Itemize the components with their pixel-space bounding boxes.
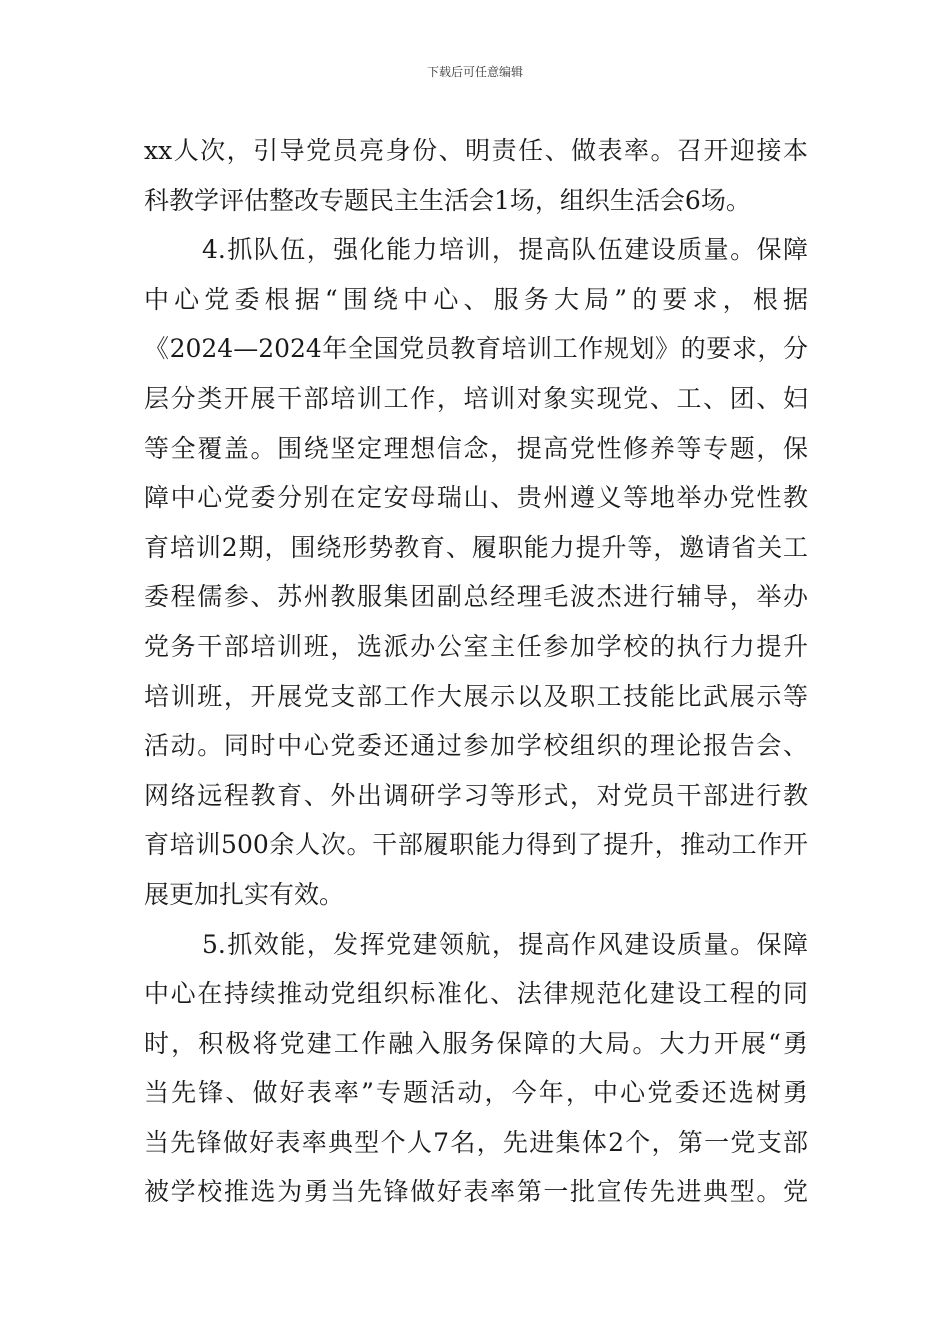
text-line-9: 育培训2期，围绕形势教育、履职能力提升等，邀请省关工 — [144, 532, 808, 562]
text-line-7: 等全覆盖。围绕坚定理想信念，提高党性修养等专题，保 — [144, 433, 808, 463]
text-line-8: 障中心党委分别在定安母瑞山、贵州遵义等地举办党性教 — [144, 483, 808, 513]
text-line-10: 委程儒参、苏州教服集团副总经理毛波杰进行辅导，举办 — [144, 582, 808, 612]
text-line-2: 科教学评估整改专题民主生活会1场，组织生活会6场。 — [144, 185, 751, 215]
text-line-22: 被学校推选为勇当先锋做好表率第一批宣传先进典型。党 — [144, 1177, 808, 1207]
text-line-16: 展更加扎实有效。 — [144, 879, 345, 909]
text-line-5: 《2024—2024年全国党员教育培训工作规划》的要求，分 — [144, 334, 808, 364]
text-line-3: 4.抓队伍，强化能力培训，提高队伍建设质量。保障 — [202, 235, 808, 265]
text-line-6: 层分类开展干部培训工作，培训对象实现党、工、团、妇 — [144, 383, 808, 413]
text-line-13: 活动。同时中心党委还通过参加学校组织的理论报告会、 — [144, 731, 808, 761]
document-body — [144, 126, 808, 1217]
text-line-17: 5.抓效能，发挥党建领航，提高作风建设质量。保障 — [202, 929, 808, 959]
text-line-14: 网络远程教育、外出调研学习等形式，对党员干部进行教 — [144, 780, 808, 810]
text-line-21: 当先锋做好表率典型个人7名，先进集体2个，第一党支部 — [144, 1127, 808, 1157]
text-line-1: xx人次，引导党员亮身份、明责任、做表率。召开迎接本 — [144, 136, 808, 165]
text-line-12: 培训班，开展党支部工作大展示以及职工技能比武展示等 — [144, 681, 808, 711]
text-line-20: 当先锋、做好表率”专题活动，今年，中心党委还选树勇 — [144, 1078, 808, 1108]
text-line-19: 时，积极将党建工作融入服务保障的大局。大力开展“勇 — [144, 1028, 808, 1058]
text-line-18: 中心在持续推动党组织标准化、法律规范化建设工程的同 — [144, 979, 808, 1009]
page-header: 下载后可任意编辑 — [426, 65, 523, 79]
text-line-15: 育培训500余人次。干部履职能力得到了提升，推动工作开 — [144, 830, 808, 860]
text-line-11: 党务干部培训班，选派办公室主任参加学校的执行力提升 — [144, 631, 808, 661]
text-line-4: 中心党委根据“围绕中心、服务大局”的要求，根据 — [144, 284, 808, 314]
